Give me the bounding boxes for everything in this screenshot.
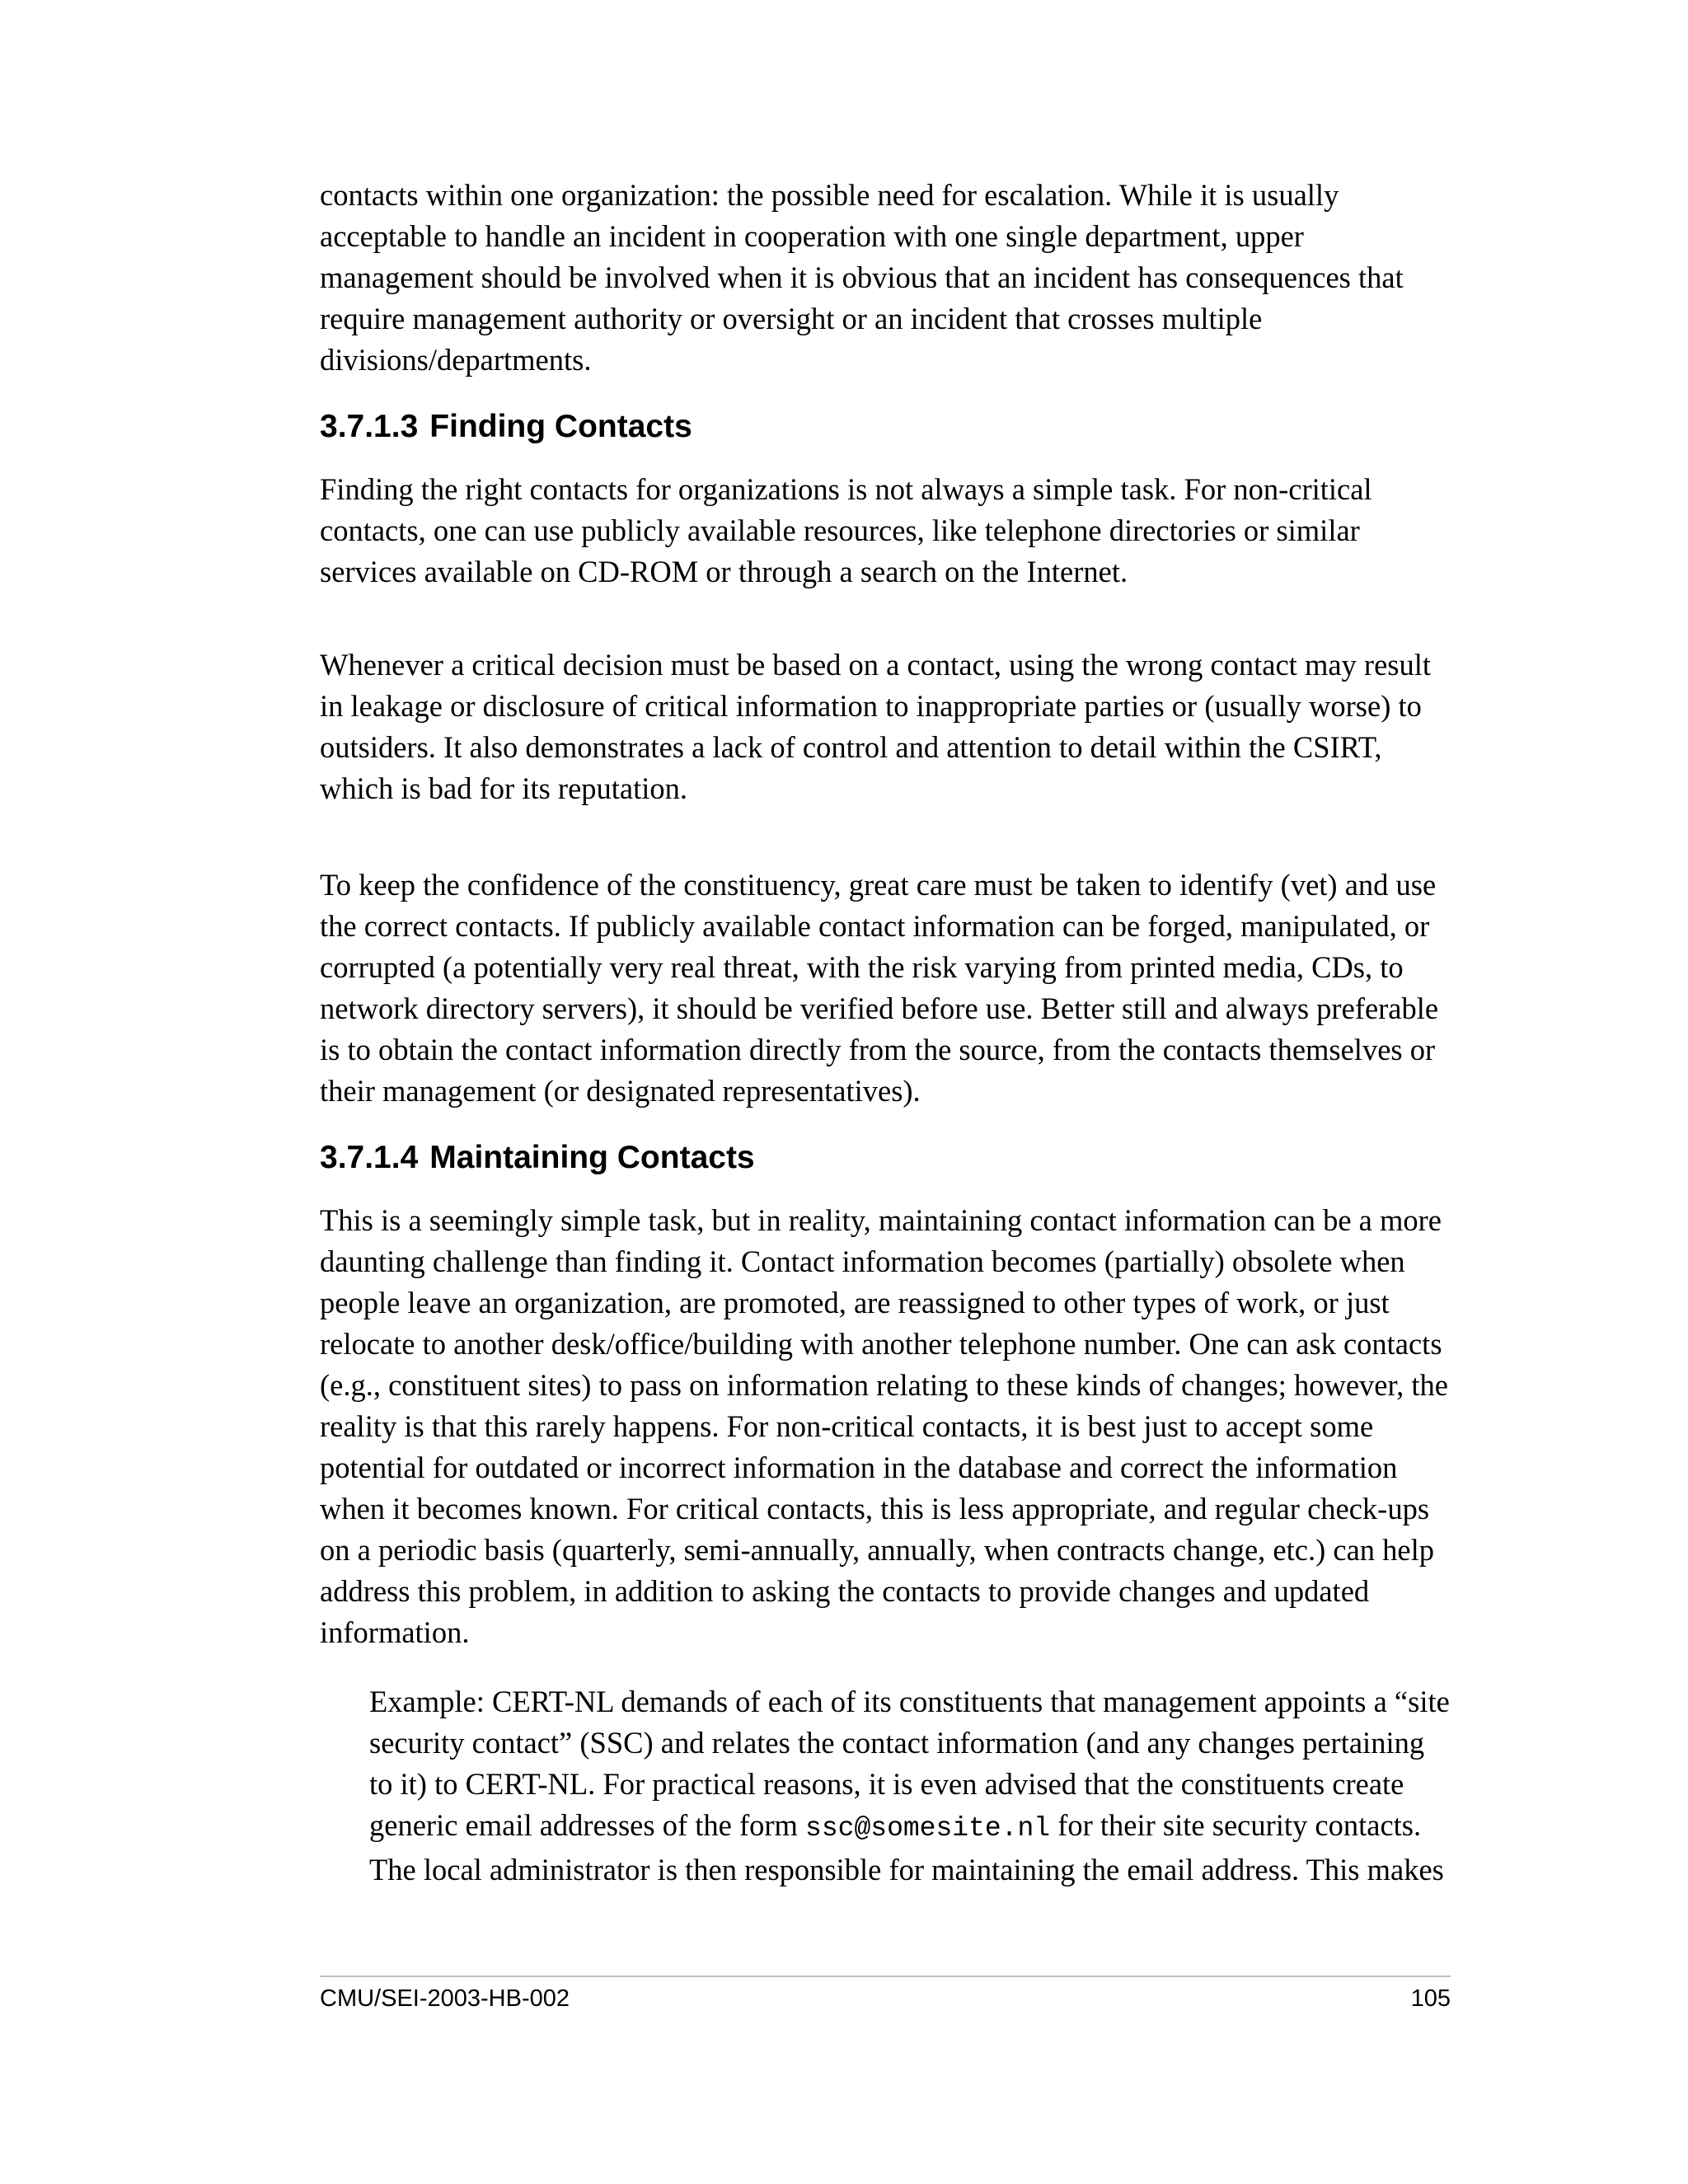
section-title: Maintaining Contacts xyxy=(429,1140,755,1175)
example-block xyxy=(369,1681,1451,1891)
email-address: ssc@somesite.nl xyxy=(805,1813,1051,1844)
section-number: 3.7.1.4 xyxy=(320,1140,419,1175)
page-number: 105 xyxy=(1410,1985,1451,2012)
paragraph: Whenever a critical decision must be based on a contact, using the wrong contact may result in leakage or disclosure of critical information to inappropriate parties or (usually worse) to outsiders. It also demonstrates a lack of control and attention to detail within the CSIRT, which is bad for its reputation. xyxy=(320,648,1432,805)
paragraph: This is a seemingly simple task, but in reality, maintaining contact information can be a more daunting challenge than finding it. Contact information becomes (partially) obsolete when people leave an organization, are promoted, are reassigned to other types of work, or just relocate to another desk/office/building with another telephone number. One can ask contacts (e.g., constituent sites) to pass on information relating to these kinds of changes; however, the reality is that this rarely happens. For non-critical contacts, it is best just to accept some potential for outdated or incorrect information in the database and correct the information when it becomes known. For critical contacts, this is less appropriate, and regular check-ups on a periodic basis (quarterly, semi-annually, annually, when contracts change, etc.) can help address this problem, in addition to asking the contacts to provide changes and updated information. xyxy=(320,1203,1448,1649)
intro-paragraph: contacts within one organization: the possible need for escalation. While it is usually acceptable to handle an incident in cooperation with one single department, upper management should be involved when it is obvious that an incident has consequences that require management authority or oversight or an incident that crosses multiple divisions/departments. xyxy=(320,178,1404,377)
section-heading-finding-contacts xyxy=(320,406,1451,448)
section-heading-maintaining-contacts xyxy=(320,1137,1451,1179)
paragraph: To keep the confidence of the constituency, great care must be taken to identify (vet) and use the correct contacts. If publicly available contact information can be forged, manipulated, or corrupted (a potentially very real threat, with the risk varying from printed media, CDs, to network directory servers), it should be verified before use. Better still and always preferable is to obtain the contact information directly from the source, from the contacts themselves or their management (or designated representatives). xyxy=(320,868,1439,1108)
footer-divider xyxy=(320,1975,1451,1977)
page-footer xyxy=(320,1982,1451,2015)
example-text: for their site security contacts. The local administrator is then responsible for maintaining the email address. This makes xyxy=(369,1808,1444,1886)
paragraph: Finding the right contacts for organizations is not always a simple task. For non-critical contacts, one can use publicly available resources, like telephone directories or similar services available on CD-ROM or through a search on the Internet. xyxy=(320,472,1372,588)
document-id: CMU/SEI-2003-HB-002 xyxy=(320,1985,570,2012)
page-body xyxy=(320,175,1451,1891)
section-title: Finding Contacts xyxy=(429,409,692,444)
section-number: 3.7.1.3 xyxy=(320,409,419,444)
example-text: Example: CERT-NL demands of each of its constituents that management appoints a “site security contact” (SSC) and relates the contact information (and any changes pertaining to it) to CERT-NL. For practical reasons, it is even advised that the constituents create generic email addresses of the form xyxy=(369,1685,1450,1842)
